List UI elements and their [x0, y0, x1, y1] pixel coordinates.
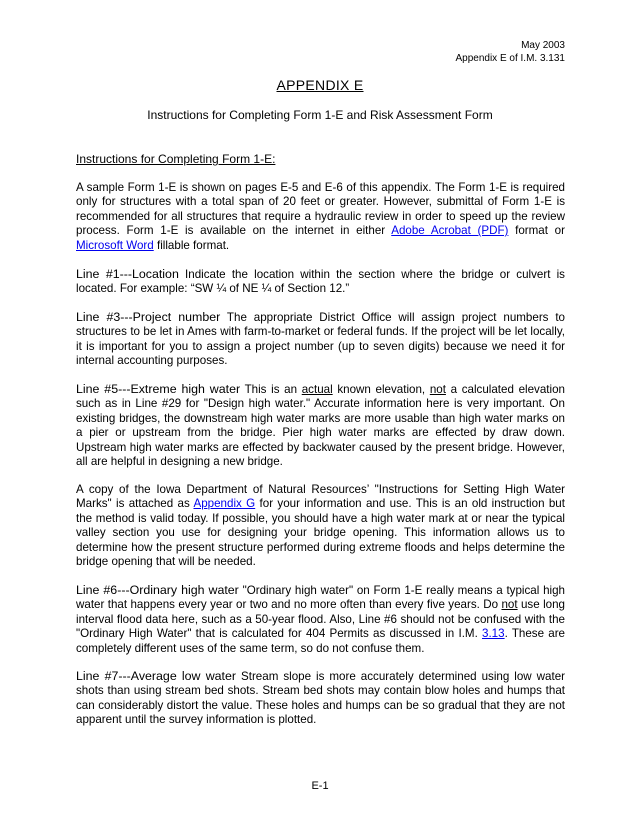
- line6-text-c: . These are completely different uses of the same term, so do not confuse them.: [76, 627, 566, 655]
- microsoft-word-link[interactable]: Microsoft Word: [76, 238, 154, 252]
- line1-text: Indicate the location within the section where the bridge or culvert is located. For example: “SW ¼ of NE ¼ of Section 12.”: [76, 268, 565, 296]
- im-3-13-link[interactable]: 3.13: [482, 627, 505, 641]
- adobe-acrobat-link[interactable]: Adobe Acrobat (PDF): [391, 224, 509, 238]
- paragraph-line5-extreme-high-water: [76, 382, 565, 469]
- line5-text-a: This is an: [240, 383, 302, 396]
- dnr-text-b: for your information and use. This is an old instruction but the method is valid today. If possible, you should have a high water mark at or near the typical valley section you use for designing your bridge opening. This information allows us to determine how the present structure performed during extreme floods and helps determine the bridge opening that will be needed.: [76, 497, 565, 569]
- line5-label: Line #5---Extreme high water: [76, 382, 241, 396]
- line6-text-a: "Ordinary high water" on Form 1-E really means a typical high water that happens every year or two and no more often than every five years. Do: [76, 584, 565, 612]
- line5-text-b: known elevation,: [332, 383, 430, 396]
- paragraph-line1-location: [76, 267, 565, 297]
- appendix-g-link[interactable]: Appendix G: [193, 497, 256, 511]
- line7-label: Line #7---Average low water: [76, 669, 237, 683]
- intro-text-c: fillable format.: [153, 238, 230, 252]
- section-heading: Instructions for Completing Form 1-E:: [76, 152, 276, 166]
- intro-text-b: format or: [508, 224, 565, 238]
- paragraph-line7-average-low-water: [76, 669, 565, 728]
- paragraph-intro: [76, 181, 565, 253]
- line6-label: Line #6---Ordinary high water: [76, 583, 239, 597]
- page-number: E-1: [311, 780, 329, 792]
- line5-underlined-not: not: [429, 383, 446, 396]
- paragraph-line3-project-number: [76, 310, 565, 369]
- line5-underlined-actual: actual: [301, 383, 333, 396]
- line6-underlined-not: not: [501, 598, 518, 612]
- header-reference: Appendix E of I.M. 3.131: [455, 53, 565, 64]
- header-block: [455, 39, 565, 65]
- line5-text-c: a calculated elevation such as in Line #29 for "Design high water." Accurate information here is very important. On existing bridges, the downstream high water marks are more usable than high water marks on a pier or upstream from the bridge. Pier high water marks are effected by draw down. Upstream high water marks are effected by backwater caused by the present bridge. However, all are helpful in designing a new bridge.: [76, 383, 565, 469]
- header-date: May 2003: [521, 40, 565, 51]
- page-title: APPENDIX E: [276, 77, 364, 93]
- line6-text-b: use long interval flood data here, such as a 50-year flood. Also, Line #6 should not be confused with the "Ordinary High Water" that is calculated for 404 Permits as discussed in I.M.: [76, 598, 565, 641]
- paragraph-dnr-instructions: [76, 483, 565, 569]
- line3-label: Line #3---Project number: [76, 310, 221, 324]
- line3-text: The appropriate District Office will assign project numbers to structures to be let in Ames with farm-to-market or federal funds. If the project will be let locally, it is important for you to assign a project number (up to seven digits) because we need it for internal accounting purposes.: [76, 311, 565, 368]
- intro-text-a: A sample Form 1-E is shown on pages E-5 and E-6 of this appendix. The Form 1-E is required only for structures with a total span of 20 feet or greater. However, submittal of Form 1-E is recommended for all structures that require a hydraulic review in order to speed up the review process. Form 1-E is available on the internet in either: [76, 181, 565, 238]
- dnr-text-a: A copy of the Iowa Department of Natural Resources’ "Instructions for Setting High Water Marks" is attached as: [76, 483, 565, 511]
- page-subtitle: Instructions for Completing Form 1-E and Risk Assessment Form: [147, 108, 493, 122]
- paragraph-line6-ordinary-high-water: [76, 583, 565, 656]
- line7-text: Stream slope is more accurately determined using low water shots than using stream bed shots. Stream bed shots may contain blow holes and humps that can considerably distort the value. These holes and humps can be so gradual that they are not apparent until the survey information is plotted.: [76, 670, 566, 727]
- line1-label: Line #1---Location: [76, 267, 179, 281]
